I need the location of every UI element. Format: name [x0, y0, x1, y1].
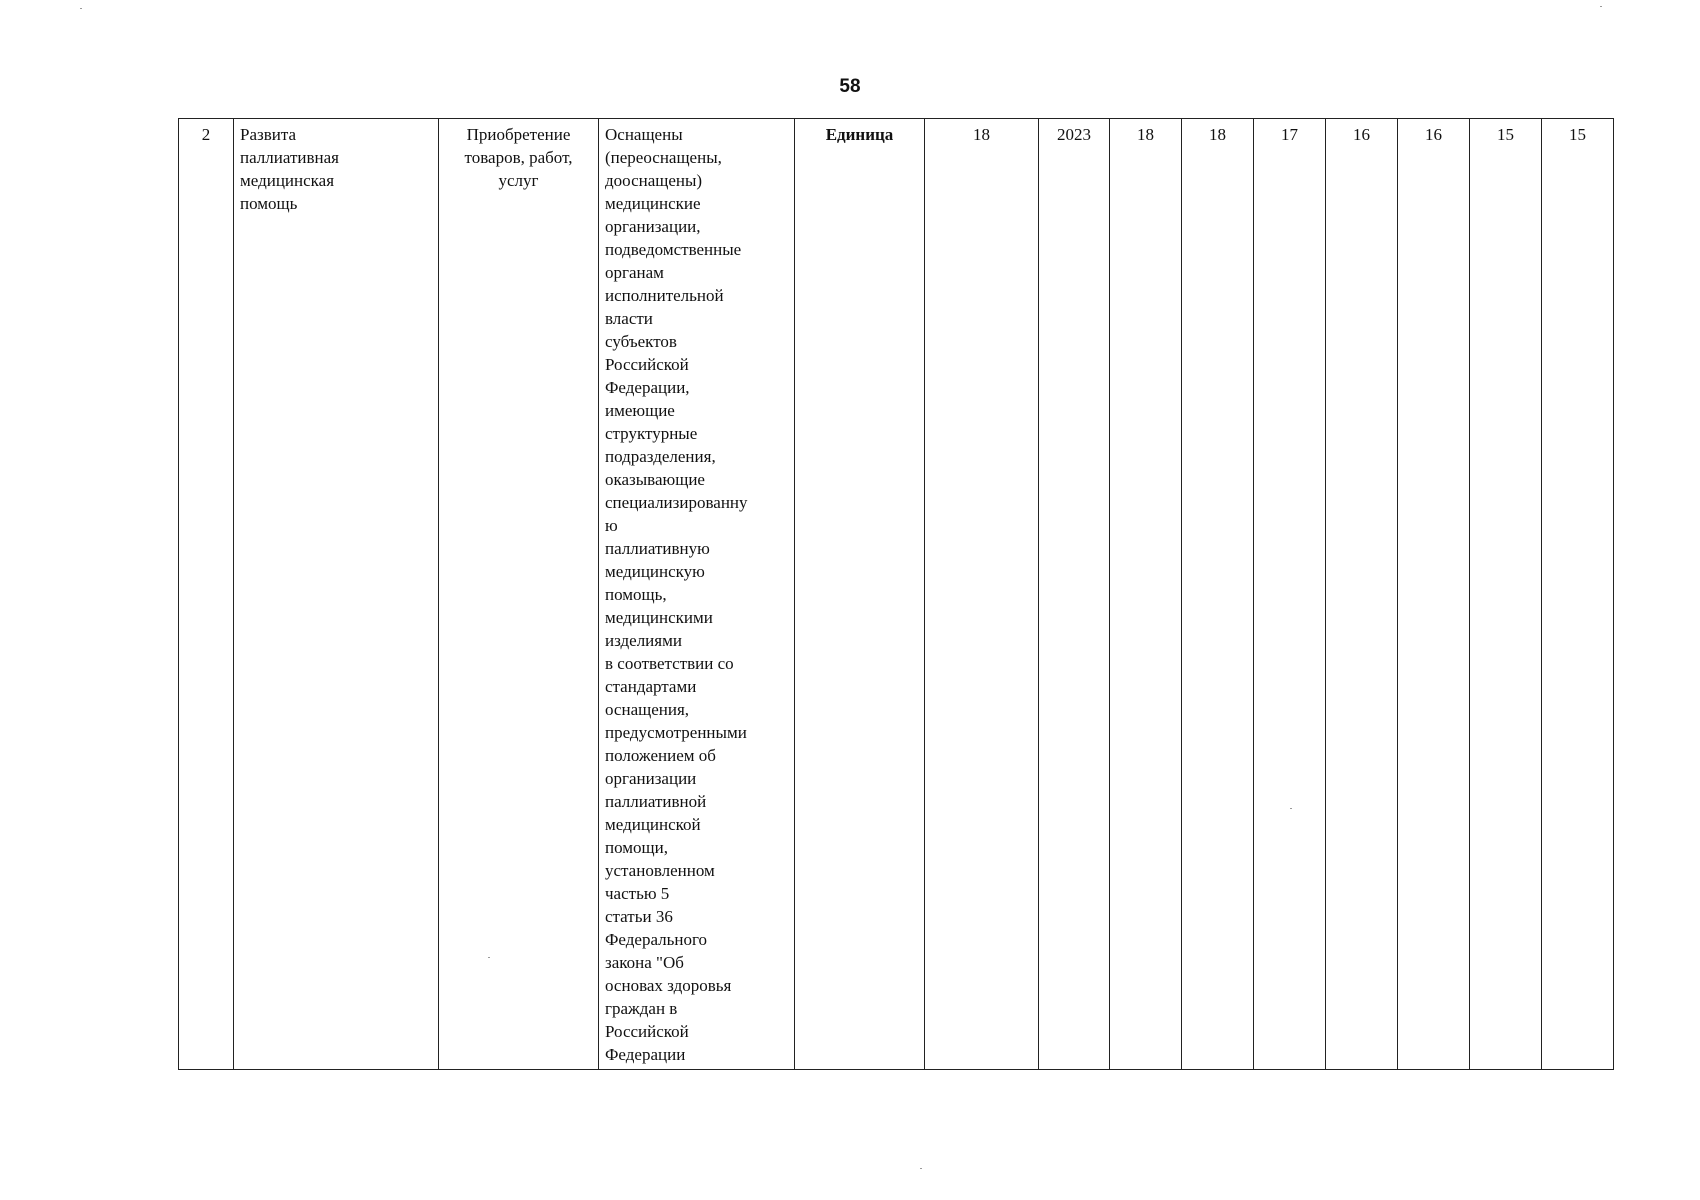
year-value: 16	[1353, 125, 1370, 144]
indicator-line: паллиативной	[605, 792, 707, 811]
indicator-line: специализированну	[605, 493, 748, 512]
indicator-line: частью 5	[605, 884, 670, 903]
indicator-line: власти	[605, 309, 653, 328]
page-number: 58	[839, 76, 861, 97]
year-value: 15	[1497, 125, 1514, 144]
indicator-line: медицинскими	[605, 608, 713, 627]
indicator-line: Федерации,	[605, 378, 690, 397]
activity-cell	[439, 119, 599, 1070]
indicator-line: в соответствии со	[605, 654, 734, 673]
year-value-cell	[1470, 119, 1542, 1070]
year-value: 18	[1209, 125, 1226, 144]
year-value-cell	[1326, 119, 1398, 1070]
indicator-line: граждан в	[605, 999, 678, 1018]
indicator-line: паллиативную	[605, 539, 710, 558]
indicator-line: изделиями	[605, 631, 682, 650]
indicator-line: предусмотренными	[605, 723, 747, 742]
indicator-line: (переоснащены,	[605, 148, 722, 167]
indicator-line: имеющие	[605, 401, 675, 420]
indicator-line: подразделения,	[605, 447, 716, 466]
scan-speck	[1600, 6, 1602, 7]
scan-speck	[1290, 808, 1292, 809]
indicator-line: Федерального	[605, 930, 708, 949]
year-value: 15	[1569, 125, 1586, 144]
indicator-line: исполнительной	[605, 286, 724, 305]
scan-speck	[488, 957, 490, 958]
unit-cell	[795, 119, 925, 1070]
indicator-line: медицинской	[605, 815, 701, 834]
indicator-line: организации	[605, 769, 697, 788]
indicator-line: субъектов	[605, 332, 677, 351]
scan-speck	[920, 1168, 922, 1169]
scan-speck	[80, 8, 82, 9]
indicator-line: органам	[605, 263, 664, 282]
indicator-line: закона "Об	[605, 953, 684, 972]
base-value: 18	[973, 125, 990, 144]
indicator-line: стандартами	[605, 677, 697, 696]
activity-line: Приобретение	[466, 125, 571, 144]
row-index: 2	[201, 125, 211, 144]
indicator-line: Российской	[605, 355, 689, 374]
indicator-line: помощи,	[605, 838, 668, 857]
year-value-cell	[1398, 119, 1470, 1070]
year-value: 16	[1425, 125, 1442, 144]
indicator-line: Федерации	[605, 1045, 686, 1064]
base-year-cell	[1039, 119, 1110, 1070]
indicator-line: структурные	[605, 424, 698, 443]
year-value: 18	[1137, 125, 1154, 144]
indicator-line: Российской	[605, 1022, 689, 1041]
year-value-cell	[1182, 119, 1254, 1070]
indicator-line: основах здоровья	[605, 976, 732, 995]
base-value-cell	[925, 119, 1039, 1070]
indicator-line: оказывающие	[605, 470, 705, 489]
indicator-line: помощь,	[605, 585, 667, 604]
indicator-line: дооснащены)	[605, 171, 703, 190]
result-line: паллиативная	[240, 148, 339, 167]
activity-line: товаров, работ,	[464, 148, 573, 167]
result-line: помощь	[240, 194, 298, 213]
indicator-line: подведомственные	[605, 240, 742, 259]
indicator-line: медицинские	[605, 194, 701, 213]
indicator-line: медицинскую	[605, 562, 705, 581]
indicator-line: установленном	[605, 861, 715, 880]
year-value-cell	[1254, 119, 1326, 1070]
year-value-cell	[1542, 119, 1614, 1070]
result-line: Развита	[240, 125, 297, 144]
year-value: 17	[1281, 125, 1298, 144]
result-cell	[234, 119, 439, 1070]
year-value-cell	[1110, 119, 1182, 1070]
indicator-cell	[599, 119, 795, 1070]
base-year: 2023	[1057, 125, 1091, 144]
indicator-line: положением об	[605, 746, 716, 765]
indicator-line: ю	[605, 516, 618, 535]
document-table	[178, 118, 1614, 1070]
row-index-cell	[179, 119, 234, 1070]
result-line: медицинская	[240, 171, 335, 190]
indicator-line: оснащения,	[605, 700, 690, 719]
indicator-line: организации,	[605, 217, 701, 236]
unit-value: Единица	[825, 125, 894, 144]
indicator-line: Оснащены	[605, 125, 683, 144]
indicator-line: статьи 36	[605, 907, 673, 926]
activity-line: услуг	[498, 171, 539, 190]
table-row	[179, 119, 1614, 1070]
